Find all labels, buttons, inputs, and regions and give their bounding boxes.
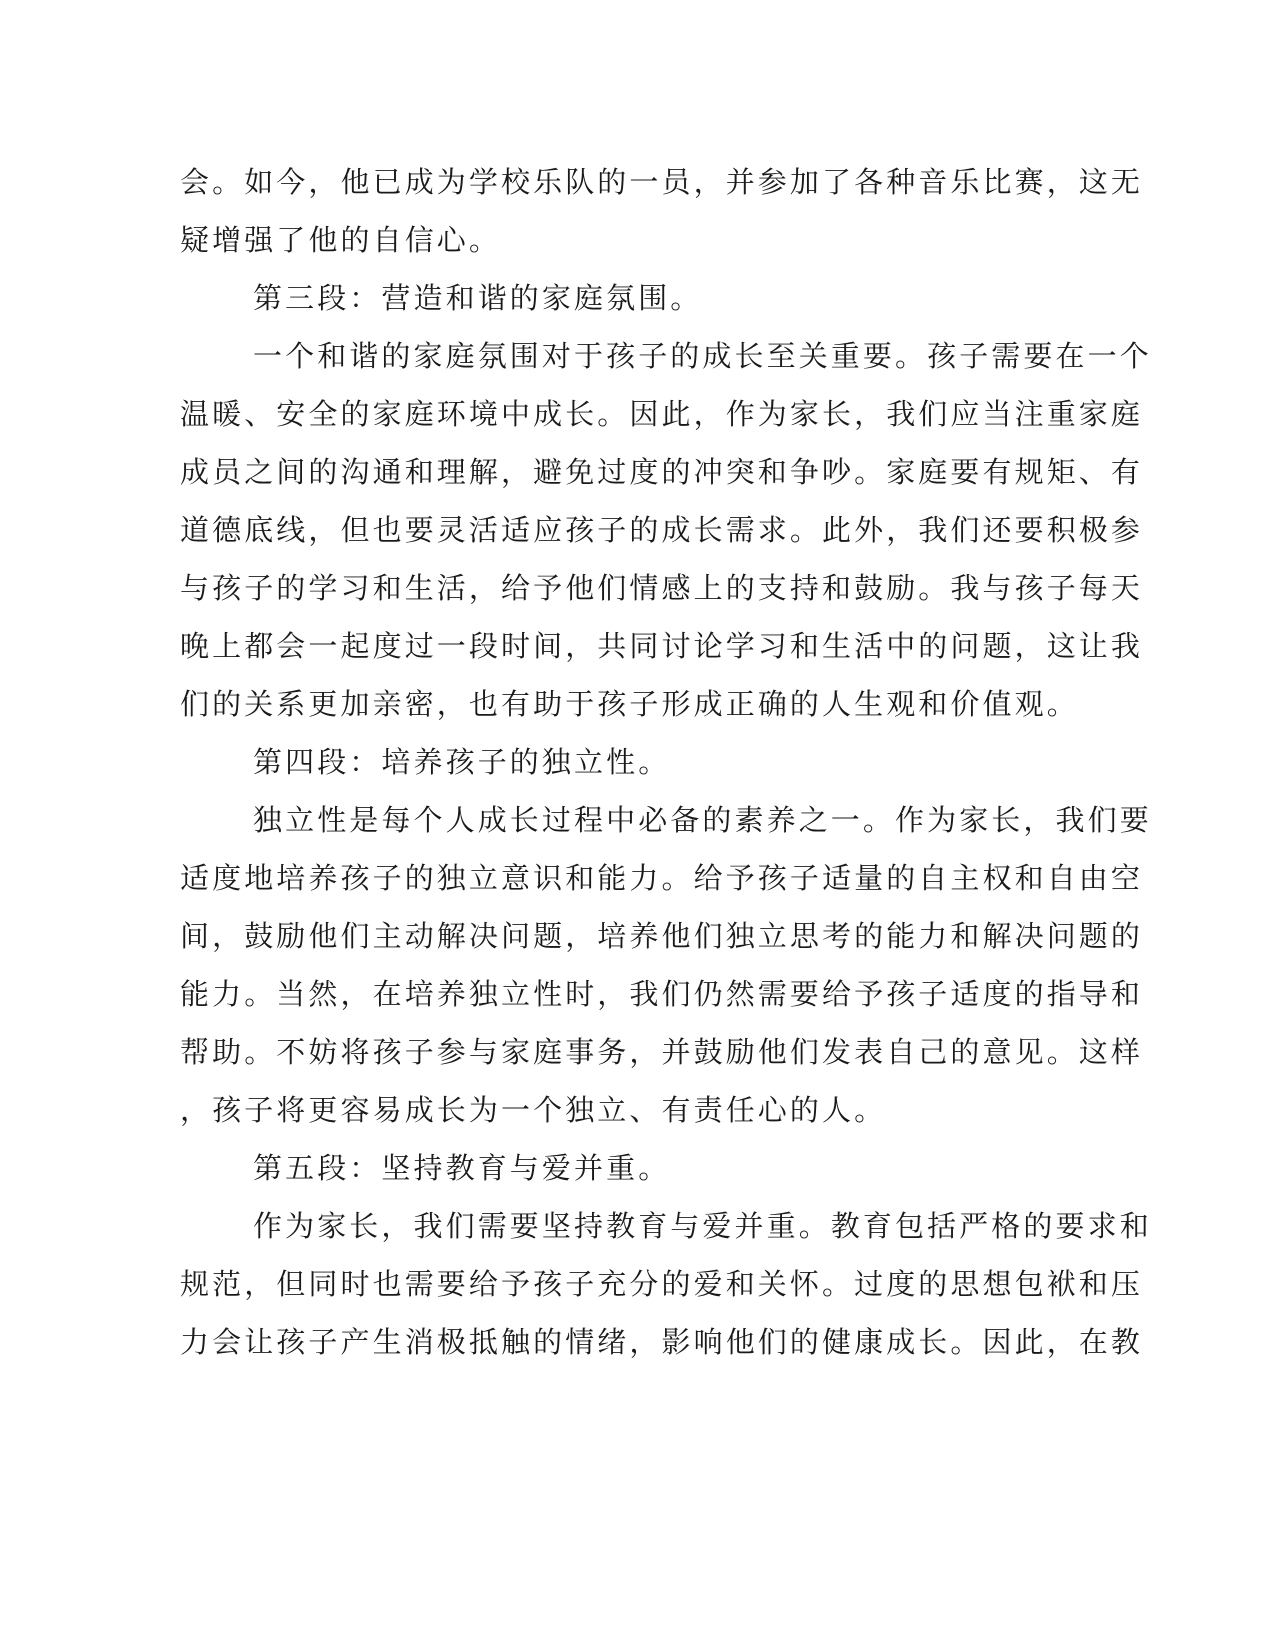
text-line: 道德底线，但也要灵活适应孩子的成长需求。此外，我们还要积极参 bbox=[180, 513, 1144, 547]
text-line: 间，鼓励他们主动解决问题，培养他们独立思考的能力和解决问题的 bbox=[180, 919, 1144, 953]
text-line: ，孩子将更容易成长为一个独立、有责任心的人。 bbox=[180, 1093, 887, 1127]
text-line: 们的关系更加亲密，也有助于孩子形成正确的人生观和价值观。 bbox=[180, 687, 1079, 721]
text-line: 晚上都会一起度过一段时间，共同讨论学习和生活中的问题，这让我 bbox=[180, 629, 1144, 663]
text-line: 能力。当然，在培养独立性时，我们仍然需要给予孩子适度的指导和 bbox=[180, 977, 1144, 1011]
text-line: 一个和谐的家庭氛围对于孩子的成长至关重要。孩子需要在一个 bbox=[253, 339, 1152, 373]
text-line: 成员之间的沟通和理解，避免过度的冲突和争吵。家庭要有规矩、有 bbox=[180, 455, 1144, 489]
text-line: 作为家长，我们需要坚持教育与爱并重。教育包括严格的要求和 bbox=[253, 1209, 1152, 1243]
section-heading: 第五段：坚持教育与爱并重。 bbox=[253, 1151, 671, 1185]
section-heading: 第三段：营造和谐的家庭氛围。 bbox=[253, 281, 703, 315]
text-line: 温暖、安全的家庭环境中成长。因此，作为家长，我们应当注重家庭 bbox=[180, 397, 1144, 431]
text-line: 规范，但同时也需要给予孩子充分的爱和关怀。过度的思想包袱和压 bbox=[180, 1267, 1144, 1301]
text-line: 与孩子的学习和生活，给予他们情感上的支持和鼓励。我与孩子每天 bbox=[180, 571, 1144, 605]
text-line: 帮助。不妨将孩子参与家庭事务，并鼓励他们发表自己的意见。这样 bbox=[180, 1035, 1144, 1069]
text-line: 独立性是每个人成长过程中必备的素养之一。作为家长，我们要 bbox=[253, 803, 1152, 837]
section-heading: 第四段：培养孩子的独立性。 bbox=[253, 745, 671, 779]
text-line: 力会让孩子产生消极抵触的情绪，影响他们的健康成长。因此，在教 bbox=[180, 1325, 1144, 1359]
text-line: 会。如今，他已成为学校乐队的一员，并参加了各种音乐比赛，这无 bbox=[180, 165, 1144, 199]
text-line: 适度地培养孩子的独立意识和能力。给予孩子适量的自主权和自由空 bbox=[180, 861, 1144, 895]
text-line: 疑增强了他的自信心。 bbox=[180, 223, 502, 257]
